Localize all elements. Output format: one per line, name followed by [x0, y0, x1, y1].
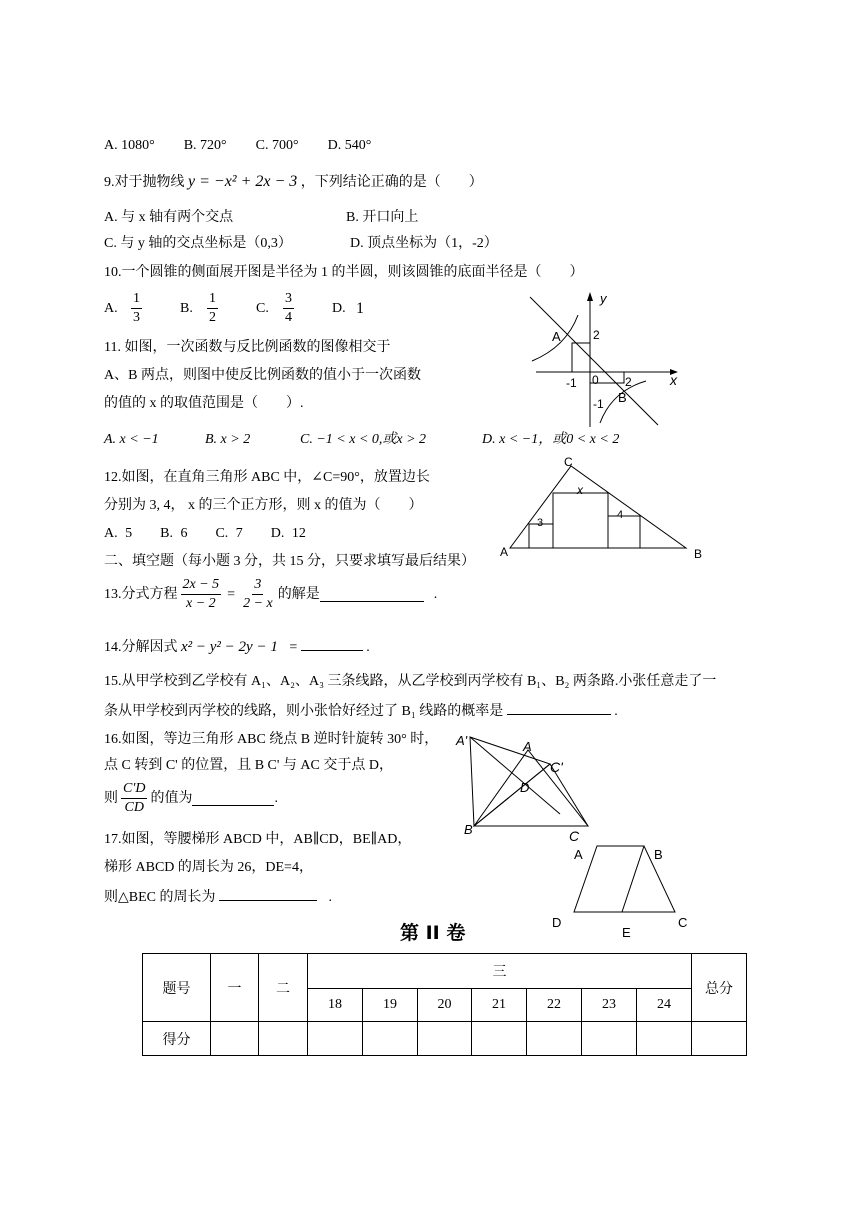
q13-fraction-right: $\frac{3}{2 - x}$	[243, 577, 273, 611]
header-question-number: 题号	[143, 954, 211, 1022]
q9-option-b: B. 开口向上	[346, 210, 419, 225]
question-22: 22	[527, 989, 582, 1022]
score-cell[interactable]	[637, 1022, 692, 1056]
q15-line1: 15.从甲学校到乙学校有 A₁、A₂、A₃ 三条线路，从乙学校到丙学校有 B₁、B₂ 两条路.小张任意走了一	[104, 674, 717, 689]
score-cell[interactable]	[692, 1022, 747, 1056]
label-side-3: 3	[537, 517, 544, 529]
score-cell[interactable]	[527, 1022, 582, 1056]
q15-answer-blank[interactable]	[507, 700, 611, 715]
q14: 14.分解因式 x² − y² − 2y − 1 = .	[104, 636, 370, 658]
score-cell[interactable]	[472, 1022, 527, 1056]
question-23: 23	[582, 989, 637, 1022]
score-cell[interactable]	[211, 1022, 259, 1056]
score-cell[interactable]	[418, 1022, 472, 1056]
label-a: A	[500, 545, 509, 559]
q16-answer-blank[interactable]	[192, 791, 274, 806]
score-cell[interactable]	[308, 1022, 363, 1056]
q16-fraction: $\frac{C'D}{CD}$	[123, 781, 146, 815]
q17-figure	[548, 842, 700, 940]
q12-options: A. 5 B. 6 C. 7 D. 12	[104, 526, 306, 541]
q11-option-d: D. x < −1，或0 < x < 2	[482, 432, 620, 447]
q9-equation: y = −x² + 2x − 3	[188, 173, 298, 190]
q12-figure	[498, 456, 710, 560]
tick-x-neg1: -1	[566, 376, 577, 390]
q9-option-c: C. 与 y 轴的交点坐标是（0,3）	[104, 236, 292, 251]
q15-line2: 条从甲学校到丙学校的线路，则小张恰好经过了 B₁ 线路的概率是 .	[104, 700, 618, 722]
score-table	[142, 953, 747, 1056]
header-section-3: 三	[308, 954, 692, 989]
section-2-heading: 二、填空题（每小题 3 分，共 15 分，只要求填写最后结果）	[104, 554, 475, 569]
segment-be	[622, 846, 644, 912]
q17-line3: 则△BEC 的周长为 .	[104, 886, 332, 908]
score-cell[interactable]	[363, 1022, 418, 1056]
origin-label: 0	[592, 373, 599, 387]
q8-option-c: C. 700°	[255, 138, 299, 153]
label-a: A	[523, 739, 532, 754]
label-a: A	[574, 847, 583, 862]
q10-option-d-value: 1	[356, 299, 364, 317]
triangle-abc	[474, 750, 588, 826]
tick-y-neg1: -1	[593, 397, 604, 411]
segment-a1-cross	[470, 737, 560, 814]
q10-option-a-frac: $\frac{1}{3}$	[133, 291, 140, 325]
q17-line1: 17.如图，等腰梯形 ABCD 中，AB∥CD，BE∥AD，	[104, 832, 412, 847]
label-side-4: 4	[617, 509, 624, 521]
label-a: A	[552, 329, 561, 344]
label-a-prime: A'	[456, 733, 468, 748]
q13-answer-blank[interactable]	[320, 587, 424, 602]
label-e: E	[622, 925, 631, 940]
q11-line3: 的值的 x 的取值范围是（ ）.	[104, 396, 304, 411]
q14-answer-blank[interactable]	[301, 636, 363, 651]
q11-line2: A、B 两点，则图中使反比例函数的值小于一次函数	[104, 368, 421, 383]
q9-stem: 9.对于抛物线 y = −x² + 2x − 3 ，下列结论正确的是（ ）	[104, 173, 483, 190]
q13-fraction-left: $\frac{2x - 5}{x - 2}$	[182, 577, 220, 611]
q8-options	[104, 136, 371, 156]
q9-option-d: D. 顶点坐标为（1，-2）	[350, 236, 498, 251]
triangle-a1-b-c1-left	[470, 737, 550, 826]
part-2-title: 第 II 卷	[400, 922, 466, 944]
triangle-abc	[510, 466, 686, 548]
label-c-prime: C'	[550, 759, 563, 775]
q10-option-c-frac: $\frac{3}{4}$	[285, 291, 292, 325]
q13: 13.分式方程 $\frac{2x - 5}{x - 2}$ = $\frac{3}{2 - x}$ 的解是 .	[104, 577, 438, 611]
label-y: y	[600, 291, 607, 306]
y-axis-arrow	[587, 292, 593, 301]
q16-line1: 16.如图，等边三角形 ABC 绕点 B 逆时针旋转 30° 时，	[104, 732, 439, 747]
q16-figure	[452, 728, 600, 844]
question-20: 20	[418, 989, 472, 1022]
header-total: 总分	[692, 954, 747, 1022]
q17-answer-blank[interactable]	[219, 886, 317, 901]
q14-expression: x² − y² − 2y − 1	[181, 639, 278, 655]
label-b: B	[694, 547, 703, 560]
score-cell[interactable]	[582, 1022, 637, 1056]
label-c: C	[569, 828, 580, 844]
q10-stem: 10.一个圆锥的侧面展开图是半径为 1 的半圆，则该圆锥的底面半径是（ ）	[104, 265, 584, 280]
score-cell[interactable]	[259, 1022, 308, 1056]
question-24: 24	[637, 989, 692, 1022]
row-label-score: 得分	[143, 1022, 211, 1056]
tick-x-2: 2	[625, 375, 632, 389]
label-b: B	[618, 390, 627, 405]
label-c: C	[564, 456, 573, 469]
label-x: x	[670, 372, 677, 388]
header-section-1: 一	[211, 954, 259, 1022]
q10-options: A. $\frac{1}{3}$ B. $\frac{1}{2}$ C. $\frac{3}{4}$ D. 1	[104, 291, 364, 325]
label-b: B	[464, 822, 473, 837]
q17-line2: 梯形 ABCD 的周长为 26，DE=4，	[104, 860, 313, 875]
q11-option-a: A. x < −1	[104, 432, 159, 447]
q11-line1: 11. 如图，一次函数与反比例函数的图像相交于	[104, 340, 391, 355]
q16-question: 则 $\frac{C'D}{CD}$ 的值为 .	[104, 781, 278, 815]
header-section-2: 二	[259, 954, 308, 1022]
label-d: D	[552, 915, 562, 930]
square-4	[608, 516, 640, 548]
square-x	[553, 493, 608, 548]
tick-y-2: 2	[593, 328, 600, 342]
question-21: 21	[472, 989, 527, 1022]
q8-option-d: D. 540°	[327, 138, 372, 153]
q10-option-b-frac: $\frac{1}{2}$	[209, 291, 216, 325]
q11-option-b: B. x > 2	[205, 432, 251, 447]
q8-option-a: A. 1080°	[104, 138, 155, 153]
label-c: C	[678, 915, 688, 930]
question-19: 19	[363, 989, 418, 1022]
q9-option-a: A. 与 x 轴有两个交点	[104, 210, 234, 225]
q16-line2: 点 C 转到 C' 的位置，且 B C' 与 AC 交于点 D，	[104, 758, 393, 773]
question-18: 18	[308, 989, 363, 1022]
label-b: B	[654, 847, 663, 862]
q11-option-c: C. −1 < x < 0,或x > 2	[300, 432, 427, 447]
label-side-x: x	[577, 483, 583, 497]
q11-figure	[520, 285, 690, 435]
q12-line1: 12.如图，在直角三角形 ABC 中，∠C=90°，放置边长	[104, 470, 430, 485]
label-d: D	[520, 780, 530, 795]
q8-option-b: B. 720°	[183, 138, 227, 153]
q12-line2: 分别为 3, 4， x 的三个正方形，则 x 的值为（ ）	[104, 498, 423, 513]
